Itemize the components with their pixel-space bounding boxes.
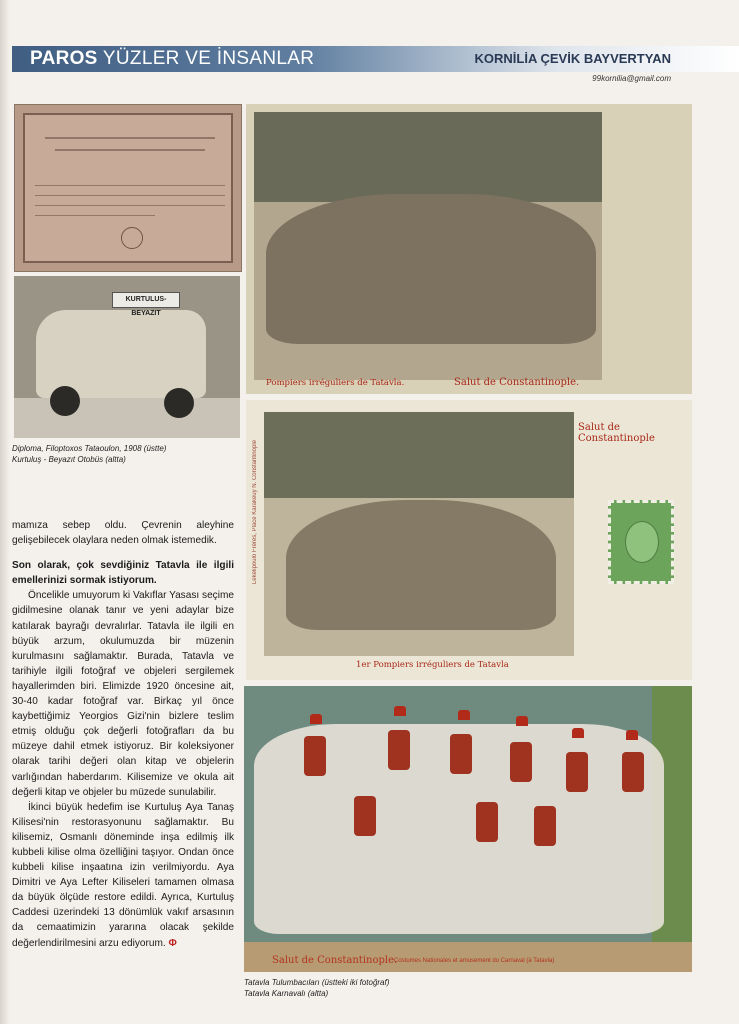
firemen-crowd [266, 194, 596, 344]
postcard-caption: 1er Pompiers irréguliers de Tatavla [356, 660, 509, 670]
firemen-postcard-top [246, 104, 692, 394]
bus-wheel [164, 388, 194, 418]
carnival-photo [244, 686, 692, 972]
diploma-frame [23, 113, 233, 263]
diploma-photo [14, 104, 242, 272]
postcard-title: Salut de Constantinople [578, 422, 655, 444]
bus-photo [14, 276, 240, 438]
firemen-postcard-middle [246, 400, 692, 680]
trees [254, 112, 602, 202]
bus-body [36, 310, 206, 398]
carnival-caption-secondary: Costumes Nationales et amusement du Carnaval (à Tatavla) [394, 958, 555, 964]
article-paragraph [12, 800, 234, 951]
road [14, 398, 240, 438]
bus-wheel [50, 386, 80, 416]
article-paragraph-text: İkinci büyük hedefim ise Kurtuluş Aya Tanaş Kilisesi'nin restorasyonunu sağlamaktır. Bu kilisemiz, Osmanlı döneminde inşa edilmiş ilk kubbeli kilise olma özelliğini taşıyor. Ondan önce kubbeli kilise inşaatına izin verilmiyordu. Aya Dimitri ve Aya Lefter Kiliseleri tamamen olmasa da büyük ölçüde restore edildi. Ayrıca, Kurtuluş Caddesi üzerindeki 13 dönümlük vakıf arsasının da cemaatimizin yararına olacak şekilde değerlendirilmesini arzu ediyorum. [12, 801, 234, 949]
postcard-caption-left: Pompiers irréguliers de Tatavla. [266, 378, 405, 388]
trees [264, 412, 574, 498]
postcard-caption-right: Salut de Constantinople. [454, 377, 580, 388]
right-caption-line2: Tatavla Karnavalı (altta) [244, 989, 329, 998]
publisher-side-text: Lekelipoulo Frères, Place Karakeuy N. Constantinople [252, 440, 258, 585]
right-caption-line1: Tatavla Tulumbacıları (üstteki iki fotoğraf) [244, 978, 390, 987]
firemen-crowd [286, 500, 556, 630]
left-caption-line1: Diploma, Filoptoxos Tataoulon, 1908 (üstte) [12, 444, 167, 453]
section-title-rest: YÜZLER VE İNSANLAR [102, 48, 315, 69]
end-mark: Φ [168, 937, 177, 949]
right-caption [244, 977, 389, 999]
left-caption [12, 443, 166, 465]
article-paragraph: mamıza sebep oldu. Çevrenin aleyhine gelişebilecek olaylara neden olmak istemedik. [12, 520, 234, 547]
carnival-caption: Salut de Constantinople. [272, 955, 398, 966]
article-paragraph: Öncelikle umuyorum ki Vakıflar Yasası seçime gidilmesine olanak tanır ve yeni adaylar bize katılarak bayrağı devralırlar. Tatavla ile ilgili en büyük arzum, okulumuzda bir müzenin kurulmasını sağlamaktır. Burada, Tatavla ve tarihiyle ilgili fotoğraf ve objeleri sergilemek hayallerimden biri. Elimizde 1920 öncesine ait, 30-40 kadar fotoğraf var. Birkaç yıl önce kaybettiğimiz Yeorgios Gizi'nin bizlere teslim etmiş olduğu çok değerli fotoğrafları da bu müzeye dahil etmek istiyoruz. Bir koleksiyoner olarak tarihi değeri olan kitap ve objelerin varlığından haberdarım. Kilisemize ve okula ait değerli kitap ve objeler bu müzede sunulabilir. [12, 590, 234, 798]
section-title-bold: PAROS [30, 48, 98, 69]
author-email: 99kornilia@gmail.com [592, 74, 671, 83]
page-gutter [0, 0, 10, 1024]
left-caption-line2: Kurtuluş - Beyazıt Otobüs (altta) [12, 455, 126, 464]
bus-destination-sign: KURTULUS-BEYAZIT [112, 292, 180, 308]
interview-question: Son olarak, çok sevdiğiniz Tatavla ile ilgili emellerinizi sormak istiyorum. [12, 560, 234, 587]
article-column [12, 518, 234, 951]
section-title [30, 47, 314, 71]
author-name: KORNİLİA ÇEVİK BAYVERTYAN [474, 51, 671, 66]
postage-stamp [608, 500, 674, 584]
